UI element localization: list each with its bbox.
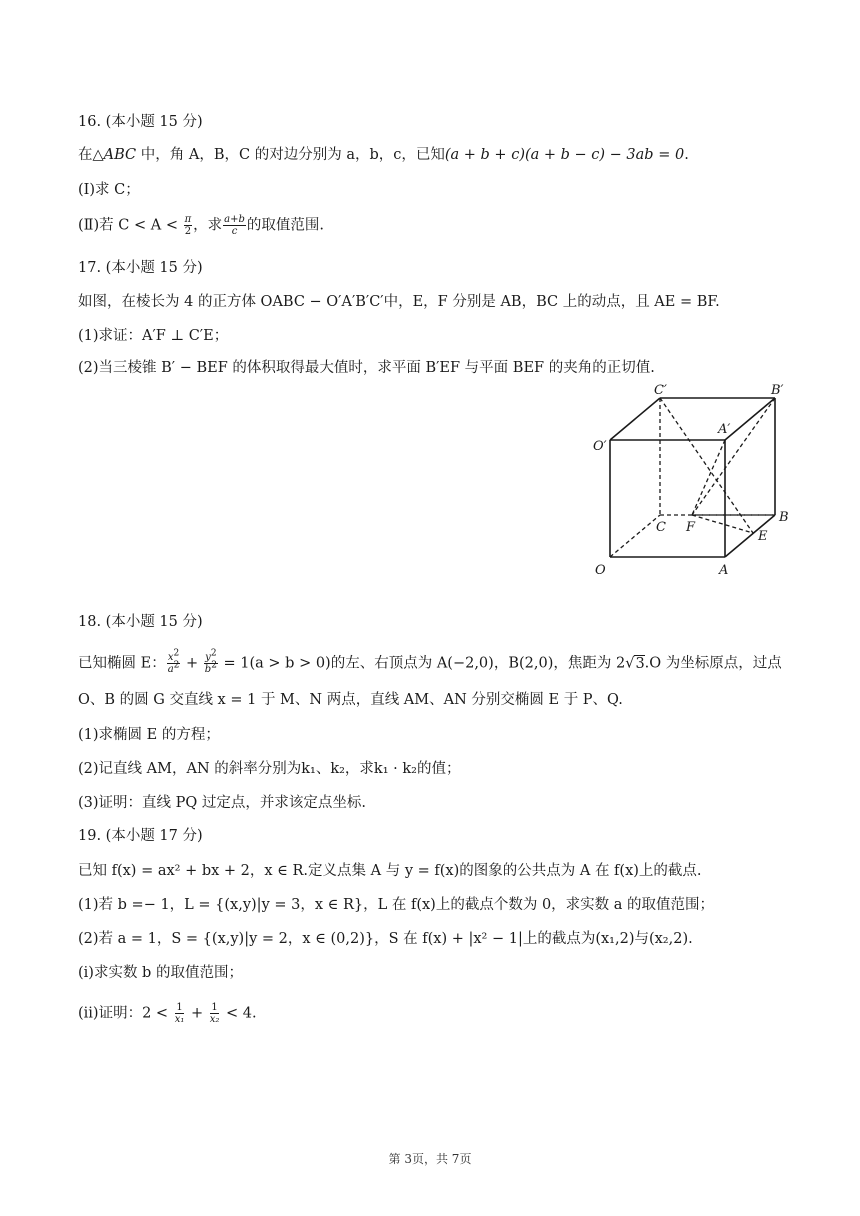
var-y: y [205, 652, 211, 663]
label-o: O [595, 563, 606, 578]
q18-stem-start: 已知椭圆 E： [78, 655, 166, 672]
exp: 2 [173, 648, 180, 659]
q18-header: 18. (本小题 15 分) [78, 614, 203, 630]
frac-den: 2 [184, 226, 192, 237]
var-b: b [204, 664, 212, 675]
label-e: E [758, 529, 768, 544]
frac-num: 1 [176, 1002, 183, 1013]
frac-num: a+b [224, 214, 245, 225]
q19-part2: (2)若 a = 1，S = {(x,y)|y = 2，x ∈ (0,2)}，S 在 f(x) + |x² − 1|上的截点为(x₁,2)与(x₂,2). [78, 931, 693, 947]
q18-x2-over-a2 [167, 648, 181, 675]
var-x: x [167, 652, 174, 663]
q19-stem: 已知 f(x) = ax² + bx + 2，x ∈ R.定义点集 A 与 y = f(x)的图象的公共点为 A 在 f(x)上的截点. [78, 863, 702, 879]
q18-part2: (2)记直线 AM，AN 的斜率分别为k₁、k₂，求k₁ · k₂的值； [78, 761, 461, 777]
frac-den: x₁ [174, 1014, 185, 1025]
q19-frac-2 [209, 1002, 221, 1025]
q16-stem-end: . [684, 147, 689, 163]
q16-stem-mid: 中，角 A，B，C 的对边分别为 a，b，c，已知 [136, 147, 445, 163]
label-f: F [686, 520, 696, 535]
label-b: B [779, 510, 789, 525]
q18-stem-end: .O 为坐标原点，过点 [644, 655, 782, 672]
q19-part1: (1)若 b =− 1，L = {(x,y)|y = 3，x ∈ R}，L 在 f(x)上的截点个数为 0，求实数 a 的取值范围； [78, 897, 715, 913]
page-footer: 第 3页，共 7页 [388, 1152, 472, 1166]
frac-den: c [231, 226, 238, 237]
frac-den [167, 660, 181, 675]
q19-sub2-start: (ⅱ)证明：2 < [78, 1005, 173, 1022]
q16-stem-equation: (a + b + c)(a + b − c) − 3ab = 0 [444, 147, 685, 163]
label-o-prime: O′ [593, 439, 607, 454]
frac-num: 1 [211, 1002, 218, 1013]
label-a-prime: A′ [718, 422, 731, 437]
exp: 2 [211, 660, 217, 671]
q16-stem [78, 145, 800, 165]
exp: 2 [173, 660, 180, 671]
q16-part2 [78, 214, 800, 237]
exp: 2 [210, 648, 217, 659]
q16-part1: (Ⅰ)求 C； [78, 182, 140, 198]
var-a: a [167, 664, 174, 675]
q16-pi-over-2 [184, 214, 193, 237]
q16-stem-triangle: ABC [103, 147, 137, 163]
q17-header: 17. (本小题 15 分) [78, 260, 203, 276]
q17-stem: 如图，在棱长为 4 的正方体 OABC − O′A′B′C′中，E，F 分别是 AB，BC 上的动点，且 AE = BF. [78, 294, 720, 310]
q18-part1: (1)求椭圆 E 的方程； [78, 727, 220, 743]
q19-header: 19. (本小题 17 分) [78, 828, 203, 844]
label-c: C [656, 520, 666, 535]
q16-part2-mid: ，求 [193, 217, 223, 234]
q16-stem-prefix: 在△ [78, 147, 104, 163]
q16-ratio [223, 214, 246, 237]
frac-num: π [184, 214, 192, 225]
label-b-prime: B′ [771, 383, 784, 398]
q18-stem-line1: 已知椭圆 E： $\frac{x^2}{a^2}$ + $\frac{y^2}{b^2}$ = 1(a > b > 0)的左、右顶点为 A(−2,0)，B(2,0)，焦距为 2√3.O 为坐标原点，过点 [78, 648, 782, 675]
q19-frac-1 [174, 1002, 186, 1025]
frac-den: x₂ [209, 1014, 220, 1025]
q16-part2-prefix: (Ⅱ)若 C < A < [78, 217, 183, 234]
q18-y2-over-b2 [204, 648, 218, 675]
sqrt-sign: √ [625, 655, 635, 672]
q19-sub1: (ⅰ)求实数 b 的取值范围； [78, 965, 243, 981]
label-a: A [719, 563, 729, 578]
q16-part2-end: 的取值范围. [246, 217, 325, 234]
q18-stem-line2: O、B 的圆 G 交直线 x = 1 于 M、N 两点，直线 AM、AN 分别交椭圆 E 于 P、Q. [78, 692, 623, 708]
frac-den [204, 660, 218, 675]
cube-figure [585, 380, 800, 585]
q18-stem-mid: = 1(a > b > 0)的左、右顶点为 A(−2,0)，B(2,0)，焦距为 2 [218, 655, 626, 672]
sqrt-value: 3 [635, 655, 645, 672]
label-c-prime: C′ [654, 383, 667, 398]
q19-sub2-end: < 4. [221, 1005, 257, 1022]
q19-plus: + [186, 1005, 208, 1022]
q17-part2: (2)当三棱锥 B′ − BEF 的体积取得最大值时，求平面 B′EF 与平面 BEF 的夹角的正切值. [78, 360, 655, 376]
q19-sub2 [78, 1002, 800, 1025]
q17-part1: (1)求证：A′F ⊥ C′E； [78, 328, 229, 344]
q18-part3: (3)证明：直线 PQ 过定点，并求该定点坐标. [78, 795, 367, 811]
q16-header: 16. (本小题 15 分) [78, 114, 203, 130]
